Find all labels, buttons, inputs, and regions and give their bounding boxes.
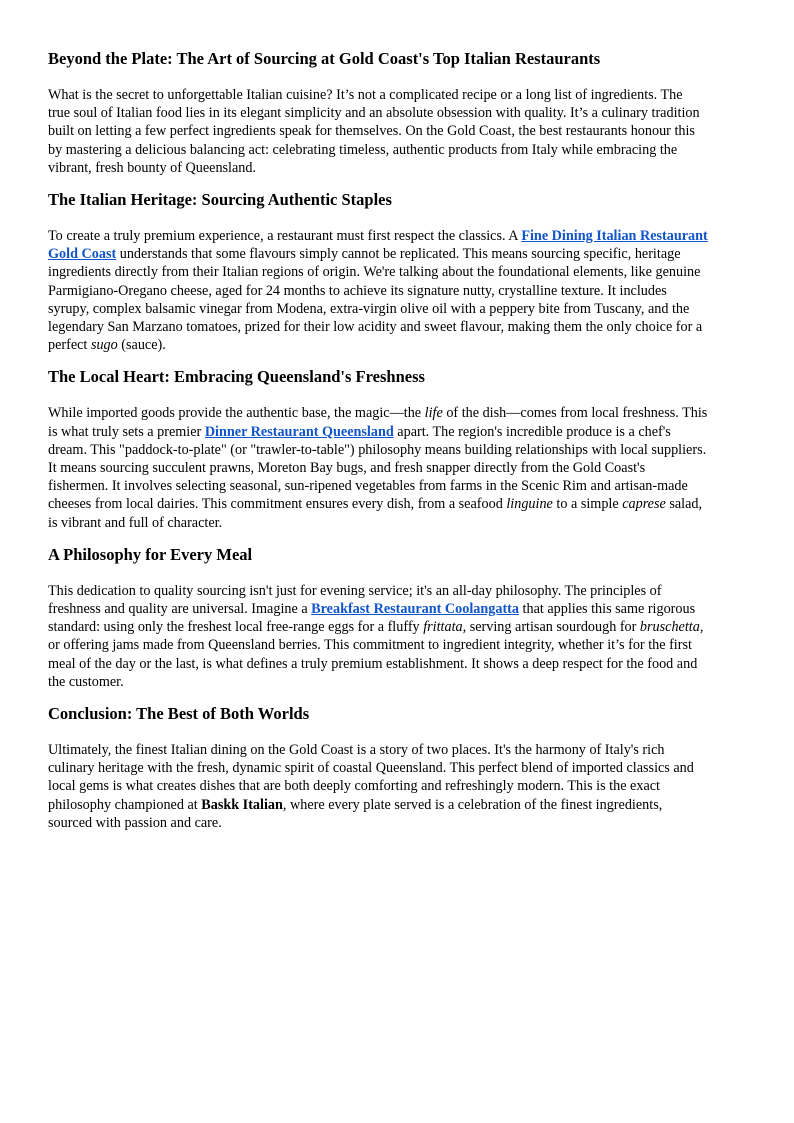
local-heart-paragraph (48, 404, 708, 531)
text-run: This dedication to quality sourcing isn't just for evening service; it's an all-day philosophy. The principles of freshness and quality are universal. Imagine a (48, 582, 662, 618)
intro-paragraph: What is the secret to unforgettable Italian cuisine? It’s not a complicated recipe or a long list of ingredients. The true soul of Italian food lies in its elegant simplicity and an absolute obsession with quality. It’s a culinary tradition built on letting a few perfect ingredients speak for themselves. On the Gold Coast, the best restaurants honour this by mastering a delicious balancing act: celebrating timeless, authentic products from Italy while embracing the vibrant, fresh bounty of Queensland. (48, 87, 700, 176)
text-run: understands that some flavours simply cannot be replicated. This means sourcing specific, heritage ingredients directly from their Italian regions of origin. We're talking about the foundational elements, like genuine Parmigiano-Oregano cheese, aged for 24 months to achieve its signature nutty, crystalline texture. It includes syrupy, complex balsamic vinegar from Modena, extra-virgin olive oil with a peppery bite from Tuscany, and the legendary San Marzano tomatoes, prized for their low acidity and sweet flavour, making them the only choice for a perfect (48, 246, 703, 354)
section-heading-italian-heritage: The Italian Heritage: Sourcing Authentic Staples (48, 190, 392, 210)
emphasis-life: life (424, 405, 443, 422)
fine-dining-link[interactable]: Fine Dining Italian Restaurant Gold Coast (48, 228, 708, 263)
emphasis-frittata: frittata (423, 619, 463, 636)
emphasis-sugo: sugo (90, 337, 118, 354)
text-run: to a simple (552, 496, 623, 513)
text-run: apart. The region's incredible produce is a chef's dream. This "paddock-to-plate" (or "trawler-to-table") philosophy means building relationships with local suppliers. It means sourcing succulent prawns, Moreton Bay bugs, and fresh snapper directly from the Gold Coast's fishermen. It involves selecting seasonal, sun-ripened vegetables from farms in the Scenic Rim and artisan-made cheeses from local dairies. This commitment ensures every dish, from a seafood (48, 423, 707, 513)
emphasis-bruschetta: bruschetta (639, 619, 700, 636)
emphasis-linguine: linguine (506, 496, 553, 513)
breakfast-restaurant-link[interactable]: Breakfast Restaurant Coolangatta (311, 601, 519, 618)
italian-heritage-paragraph (48, 227, 708, 354)
text-run: To create a truly premium experience, a restaurant must first respect the classics. A (48, 228, 522, 245)
text-run: Ultimately, the finest Italian dining on the Gold Coast is a story of two places. It's the harmony of Italy's rich culinary heritage with the fresh, dynamic spirit of coastal Queensland. This perfect blend of imported classics and local gems is what creates dishes that are both deeply comforting and refreshingly modern. This is the exact philosophy championed at (48, 742, 694, 813)
text-run: (sauce). (117, 337, 166, 354)
emphasis-caprese: caprese (622, 496, 666, 513)
text-run: that applies this same rigorous standard: using only the freshest local free-range eggs for a fluffy (48, 601, 696, 636)
section-heading-conclusion: Conclusion: The Best of Both Worlds (48, 704, 310, 724)
text-run: While imported goods provide the authentic base, the magic—the (48, 405, 425, 422)
text-run: salad, is vibrant and full of character. (48, 496, 703, 531)
section-heading-local-heart: The Local Heart: Embracing Queensland's Freshness (48, 367, 425, 387)
every-meal-paragraph (48, 582, 708, 691)
conclusion-paragraph (48, 741, 708, 832)
dinner-restaurant-link[interactable]: Dinner Restaurant Queensland (204, 423, 394, 440)
text-run: of the dish—comes from local freshness. This is what truly sets a premier (48, 405, 708, 440)
text-run: , serving artisan sourdough for (462, 619, 640, 636)
article (48, 48, 708, 838)
brand-name: Baskk Italian (201, 796, 283, 813)
section-heading-every-meal: A Philosophy for Every Meal (48, 544, 253, 564)
text-run: , or offering jams made from Queensland berries. This commitment to ingredient integrity, whether it’s for the first meal of the day or the last, is what defines a truly premium establishment. It shows a deep respect for the food and the customer. (48, 619, 704, 690)
text-run: , where every plate served is a celebration of the finest ingredients, sourced with passion and care. (48, 796, 663, 831)
article-title: Beyond the Plate: The Art of Sourcing at Gold Coast's Top Italian Restaurants (48, 49, 601, 68)
